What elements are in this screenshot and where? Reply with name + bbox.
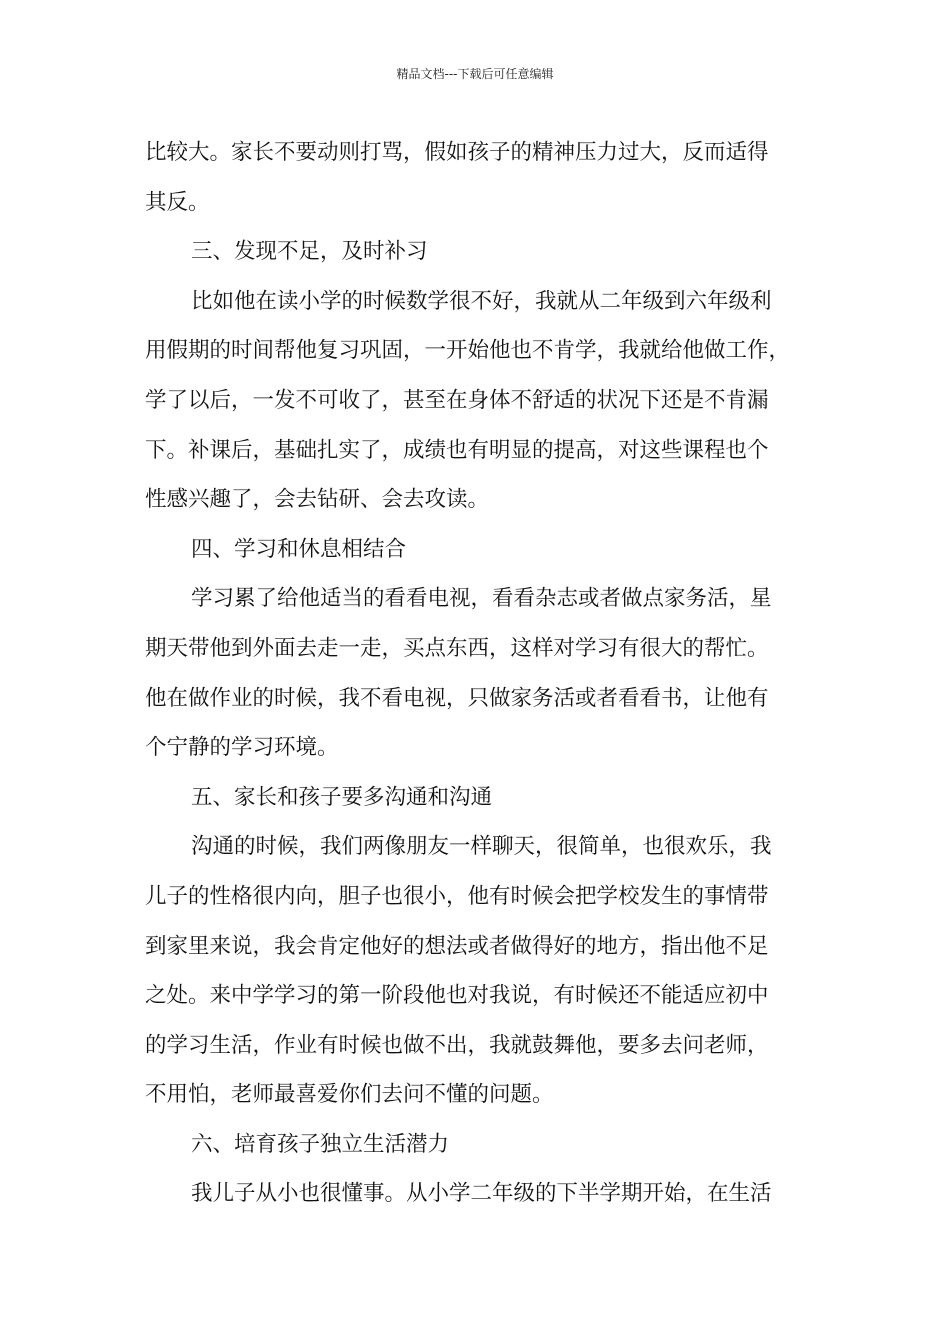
text-line: 到家里来说，我会肯定他好的想法或者做得好的地方，指出他不足	[145, 933, 769, 959]
page-header: 精品文档---下载后可任意编辑	[396, 67, 554, 81]
text-line: 期天带他到外面去走一走，买点东西，这样对学习有很大的帮忙。	[145, 635, 769, 661]
text-line: 三、发现不足，及时补习	[191, 239, 428, 265]
text-line: 他在做作业的时候，我不看电视，只做家务活或者看看书，让他有	[145, 685, 769, 711]
text-line: 沟通的时候，我们两像朋友一样聊天，很简单，也很欢乐，我	[191, 834, 772, 860]
text-line: 用假期的时间帮他复习巩固，一开始他也不肯学，我就给他做工作，	[145, 338, 791, 364]
text-line: 五、家长和孩子要多沟通和沟通	[191, 784, 493, 810]
text-line: 不用怕，老师最喜爱你们去问不懂的问题。	[145, 1082, 554, 1108]
text-line: 六、培育孩子独立生活潜力	[191, 1131, 450, 1157]
text-line: 其反。	[145, 189, 210, 215]
text-line: 比如他在读小学的时候数学很不好，我就从二年级到六年级利	[191, 288, 772, 314]
text-line: 儿子的性格很内向，胆子也很小，他有时候会把学校发生的事情带	[145, 883, 769, 909]
document-body	[145, 128, 807, 1219]
text-line: 学习累了给他适当的看看电视，看看杂志或者做点家务活，星	[191, 586, 772, 612]
text-line: 我儿子从小也很懂事。从小学二年级的下半学期开始，在生活	[191, 1181, 772, 1207]
text-line: 性感兴趣了，会去钻研、会去攻读。	[145, 487, 490, 513]
text-line: 比较大。家长不要动则打骂，假如孩子的精神压力过大，反而适得	[145, 140, 769, 165]
text-line: 个宁静的学习环境。	[145, 735, 339, 761]
text-line: 下。补课后，基础扎实了，成绩也有明显的提高，对这些课程也个	[145, 437, 769, 463]
text-line: 四、学习和休息相结合	[191, 536, 407, 562]
text-line: 学了以后，一发不可收了，甚至在身体不舒适的状况下还是不肯漏	[145, 387, 769, 413]
text-line: 的学习生活，作业有时候也做不出，我就鼓舞他，要多去问老师，	[145, 1032, 769, 1058]
text-line: 之处。来中学学习的第一阶段他也对我说，有时候还不能适应初中	[145, 983, 769, 1009]
